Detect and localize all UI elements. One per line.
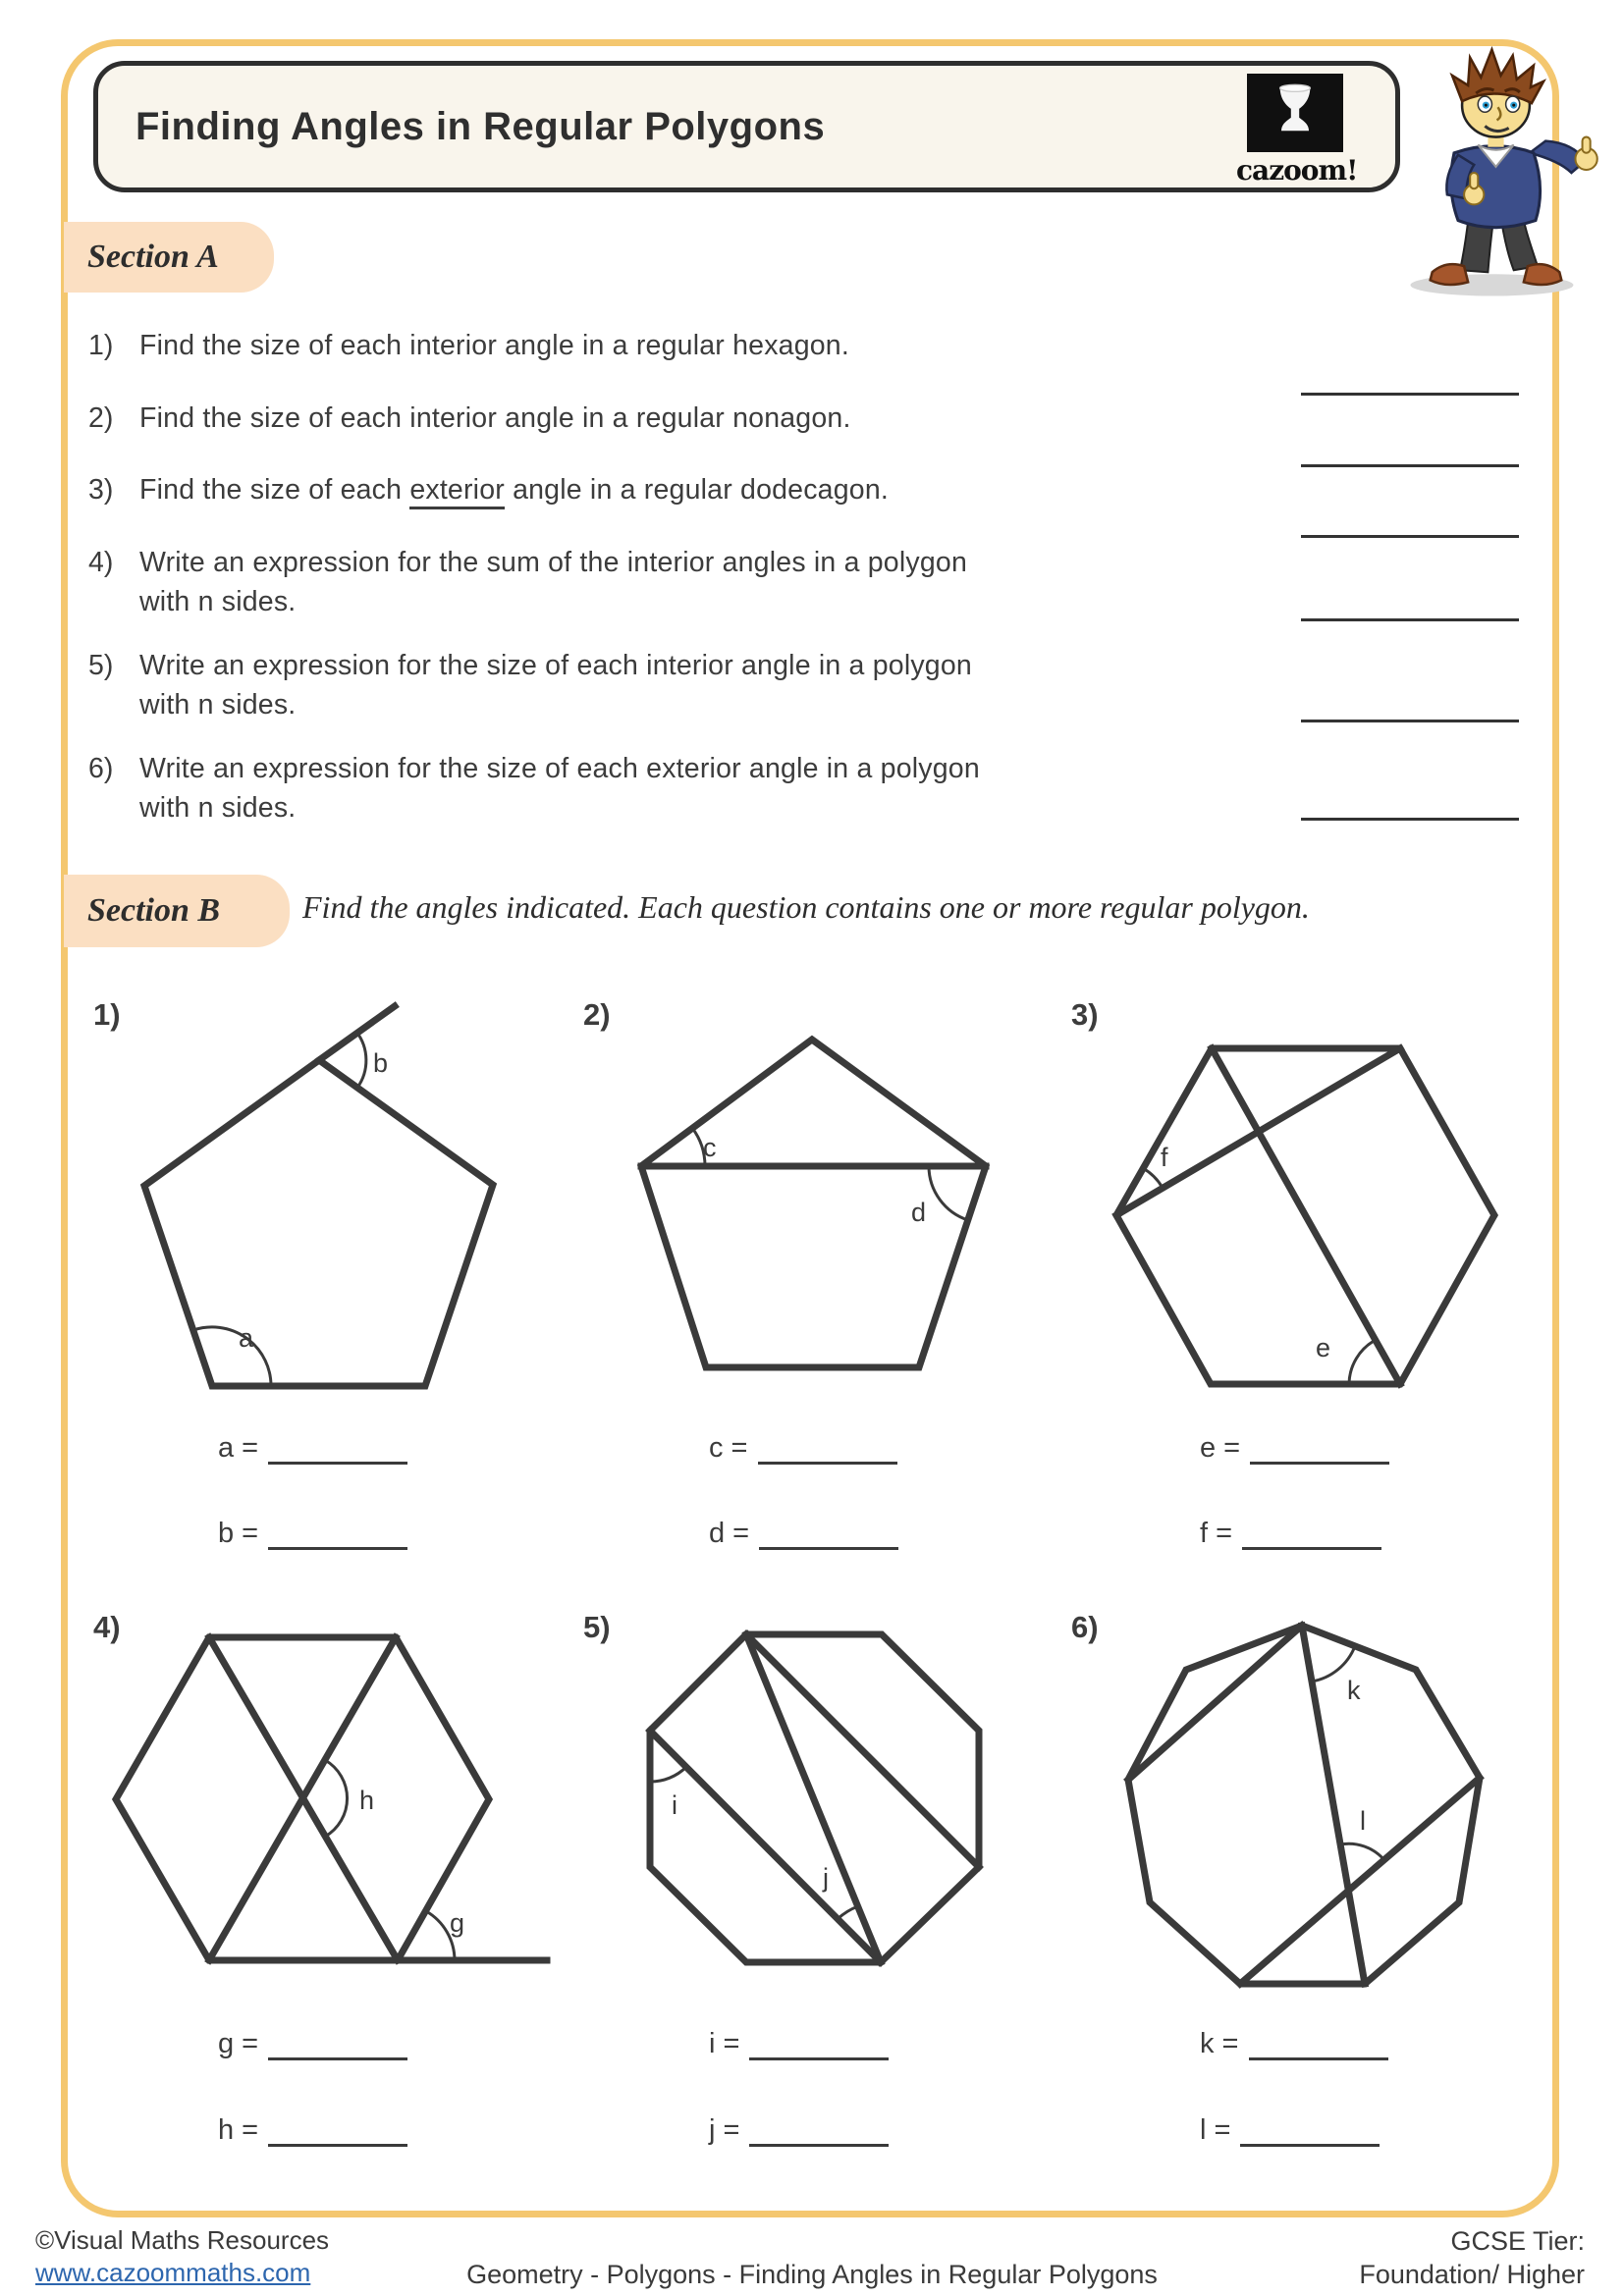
problem-number-1: 1) [93,997,121,1032]
question-number: 5) [88,650,114,681]
question-row-5 [88,646,972,724]
question-row-3 [88,470,889,509]
answer-line [268,1514,407,1550]
website-link[interactable]: www.cazoommaths.com [35,2258,311,2287]
question-row-1 [88,326,849,365]
answer-e: e = [1200,1428,1389,1465]
diagram-hexagon-extended-base [116,1637,547,1960]
answer-line [758,1428,897,1465]
answer-line [749,2110,889,2147]
answer-a: a = [218,1428,407,1465]
question-text: Write an expression for the size of each interior angle in a polygon with n sides. [139,650,972,721]
logo-wordmark: cazoom! [1236,154,1358,187]
cazoom-logo [1236,74,1358,187]
answer-f: f = [1200,1514,1381,1550]
angle-label-g: g [450,1908,465,1938]
answer-blank [1301,790,1519,821]
answer-line [759,1514,898,1550]
question-row-4 [88,543,967,621]
question-text: Find the size of each exterior angle in a regular dodecagon. [139,470,889,509]
section-b-instruction: Find the angles indicated. Each question contains one or more regular polygon. [302,889,1310,925]
answer-b: b = [218,1514,407,1550]
answer-j: j = [709,2110,889,2147]
problem-number-6: 6) [1071,1610,1099,1644]
answer-line [1249,2024,1388,2060]
diagram-nonagon-diagonals [1128,1626,1480,1984]
section-a-label: Section A [64,222,274,293]
answer-i: i = [709,2024,889,2060]
section-b-label: Section B [64,875,290,947]
answer-line [268,2024,407,2060]
answer-line [268,2110,407,2147]
problem-number-4: 4) [93,1610,121,1644]
question-number: 2) [88,402,114,434]
question-number: 4) [88,547,114,578]
answer-g: g = [218,2024,407,2060]
question-row-2 [88,399,851,438]
question-text: Find the size of each interior angle in a regular nonagon. [139,402,851,434]
page-title: Finding Angles in Regular Polygons [135,104,826,148]
question-number: 6) [88,753,114,784]
answer-blank [1301,365,1519,396]
angle-label-b: b [373,1048,389,1078]
answer-d: d = [709,1514,898,1550]
question-number: 3) [88,474,114,506]
angle-label-i: i [672,1790,677,1820]
angle-label-d: d [911,1198,927,1227]
angle-label-l: l [1360,1806,1366,1836]
answer-blank [1301,591,1519,621]
question-text: Find the size of each interior angle in a regular hexagon. [139,330,849,361]
question-number: 1) [88,330,114,361]
problem-number-2: 2) [583,997,611,1032]
answer-line [268,1428,407,1465]
question-text: Write an expression for the size of each exterior angle in a polygon with n sides. [139,753,980,824]
answer-line [1242,1514,1381,1550]
answer-blank [1301,507,1519,538]
tier-label: GCSE Tier: [1450,2226,1585,2256]
answer-blank [1301,692,1519,722]
diagram-hexagon-diagonals [1116,1048,1494,1384]
angle-label-a: a [239,1323,254,1353]
angle-label-h: h [359,1786,375,1815]
angle-label-c: c [703,1133,717,1162]
answer-c: c = [709,1428,897,1465]
footer-breadcrumb: Geometry - Polygons - Finding Angles in Regular Polygons [466,2260,1158,2289]
mascot-character [1375,43,1618,300]
answer-blank [1301,437,1519,467]
copyright-text: ©Visual Maths Resources [35,2225,330,2255]
goblet-icon [1247,74,1343,152]
diagram-octagon-diagonals [650,1634,979,1962]
polygon-diagrams [0,982,1624,2022]
diagram-pentagon-extended [144,1006,493,1386]
underlined-word: exterior [409,474,505,509]
tier-value: Foundation/ Higher [1359,2260,1585,2289]
answer-h: h = [218,2110,407,2147]
angle-label-f: f [1161,1143,1168,1172]
title-box [93,61,1400,192]
answer-line [1250,1428,1389,1465]
question-text: Write an expression for the sum of the interior angles in a polygon with n sides. [139,547,967,617]
answer-l: l = [1200,2110,1380,2147]
diagram-pentagon-diagonal [641,1040,986,1367]
problem-number-5: 5) [583,1610,611,1644]
problem-number-3: 3) [1071,997,1099,1032]
answer-line [749,2024,889,2060]
angle-label-j: j [823,1863,829,1893]
question-row-6 [88,749,980,828]
answer-line [1240,2110,1380,2147]
angle-label-e: e [1316,1333,1331,1362]
footer-right [1359,2224,1585,2291]
answer-k: k = [1200,2024,1388,2060]
angle-label-k: k [1347,1676,1361,1705]
